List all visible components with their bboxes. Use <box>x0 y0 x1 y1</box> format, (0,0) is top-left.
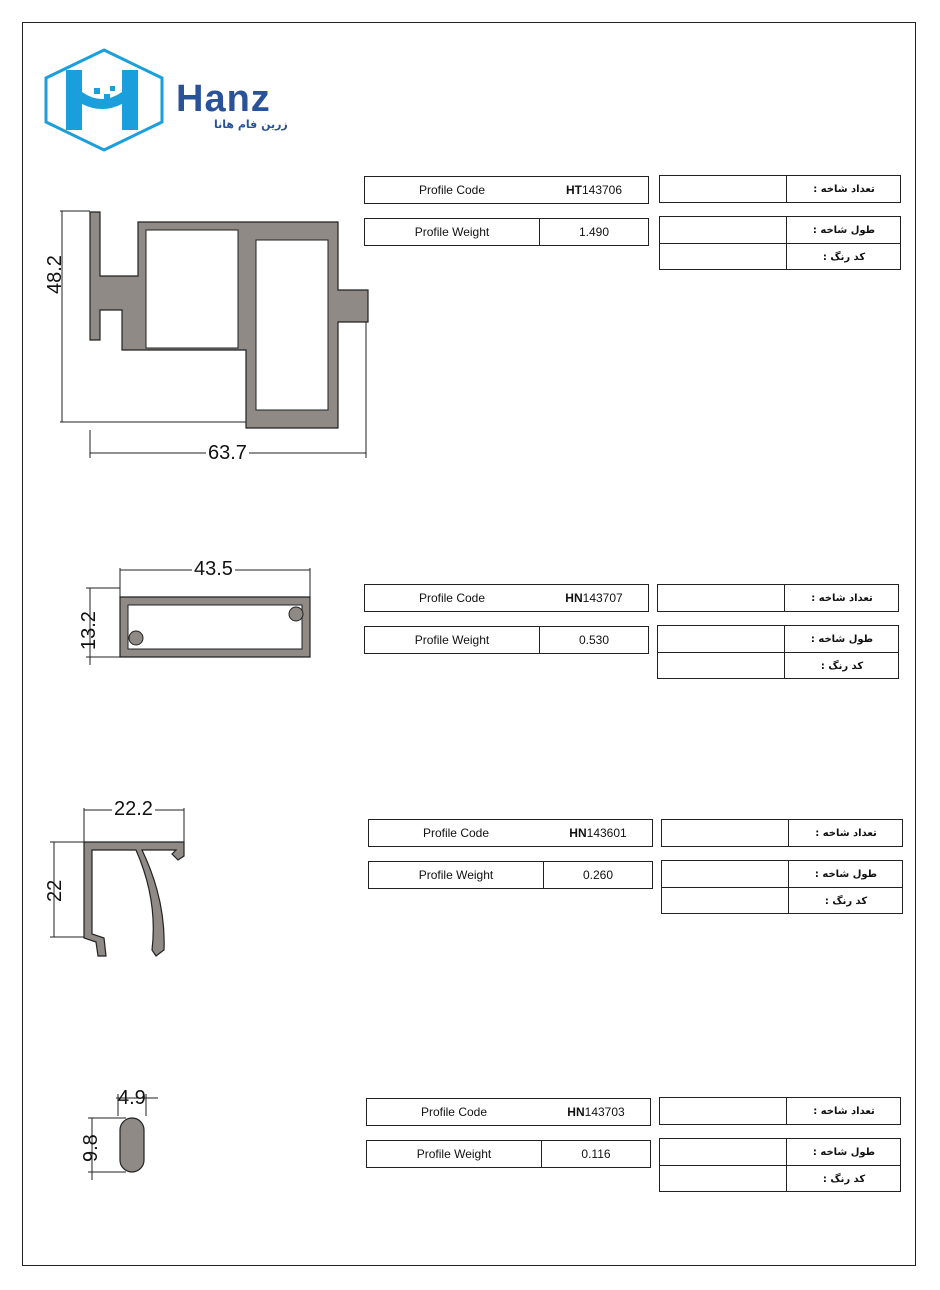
profile-3-count-box <box>661 819 903 847</box>
profile-1-height-dim: 48.2 <box>44 255 66 294</box>
profile-1-weight-box <box>364 218 649 246</box>
branch-length-label: طول شاخه : <box>812 224 876 236</box>
profile-4-code-box <box>366 1098 651 1126</box>
profile-code-label: Profile Code <box>420 1105 488 1119</box>
profile-code-label: Profile Code <box>418 183 486 197</box>
profile-2-code-box <box>364 584 649 612</box>
profile-1-drawing <box>50 200 380 480</box>
branch-count-label: تعداد شاخه : <box>813 183 875 195</box>
profile-weight-label: Profile Weight <box>414 225 490 239</box>
branch-length-label: طول شاخه : <box>812 1146 876 1158</box>
profile-4-code: HN 143703 <box>567 1105 625 1119</box>
profile-4-weight: 0.116 <box>581 1147 611 1161</box>
branch-count-label: تعداد شاخه : <box>811 592 873 604</box>
profile-2-code: HN 143707 <box>565 591 623 605</box>
profile-2-count-box <box>657 584 899 612</box>
branch-length-label: طول شاخه : <box>810 633 874 645</box>
profile-code-label: Profile Code <box>418 591 486 605</box>
profile-4-weight-box <box>366 1140 651 1168</box>
branch-count-label: تعداد شاخه : <box>815 827 877 839</box>
branch-count-label: تعداد شاخه : <box>813 1105 875 1117</box>
brand-subtitle: زرین فام هانا <box>214 118 288 131</box>
profile-1-width-dim: 63.7 <box>208 442 247 464</box>
profile-1-code: HT 143706 <box>565 183 623 197</box>
profile-3-width-dim: 22.2 <box>114 798 153 820</box>
profile-1-count-box <box>659 175 901 203</box>
profile-3-height-dim: 22 <box>44 879 66 902</box>
profile-2-width-dim: 43.5 <box>194 558 233 580</box>
profile-3-code: HN 143601 <box>569 826 627 840</box>
profile-2-weight-box <box>364 626 649 654</box>
profile-2-length-color-box <box>657 625 899 679</box>
profile-3-length-color-box <box>661 860 903 914</box>
profile-weight-label: Profile Weight <box>416 1147 492 1161</box>
profile-4-length-color-box <box>659 1138 901 1192</box>
profile-1-length-color-box <box>659 216 901 270</box>
color-code-label: کد رنگ : <box>822 251 866 263</box>
profile-3-weight-box <box>368 861 653 889</box>
color-code-label: کد رنگ : <box>820 660 864 672</box>
profile-4-height-dim: 9.8 <box>80 1134 102 1162</box>
color-code-label: کد رنگ : <box>822 1173 866 1185</box>
profile-3-code-box <box>368 819 653 847</box>
brand-name: Hanz <box>176 78 271 120</box>
profile-4-count-box <box>659 1097 901 1125</box>
profile-4-width-dim: 4.9 <box>118 1087 146 1109</box>
profile-2-height-dim: 13.2 <box>78 611 100 650</box>
profile-1-code-box <box>364 176 649 204</box>
profile-weight-label: Profile Weight <box>414 633 490 647</box>
branch-length-label: طول شاخه : <box>814 868 878 880</box>
profile-2-weight: 0.530 <box>578 633 610 647</box>
profile-3-weight: 0.260 <box>582 868 614 882</box>
profile-3-drawing <box>46 800 206 980</box>
color-code-label: کد رنگ : <box>824 895 868 907</box>
profile-code-label: Profile Code <box>422 826 490 840</box>
profile-1-weight: 1.490 <box>578 225 610 239</box>
profile-weight-label: Profile Weight <box>418 868 494 882</box>
